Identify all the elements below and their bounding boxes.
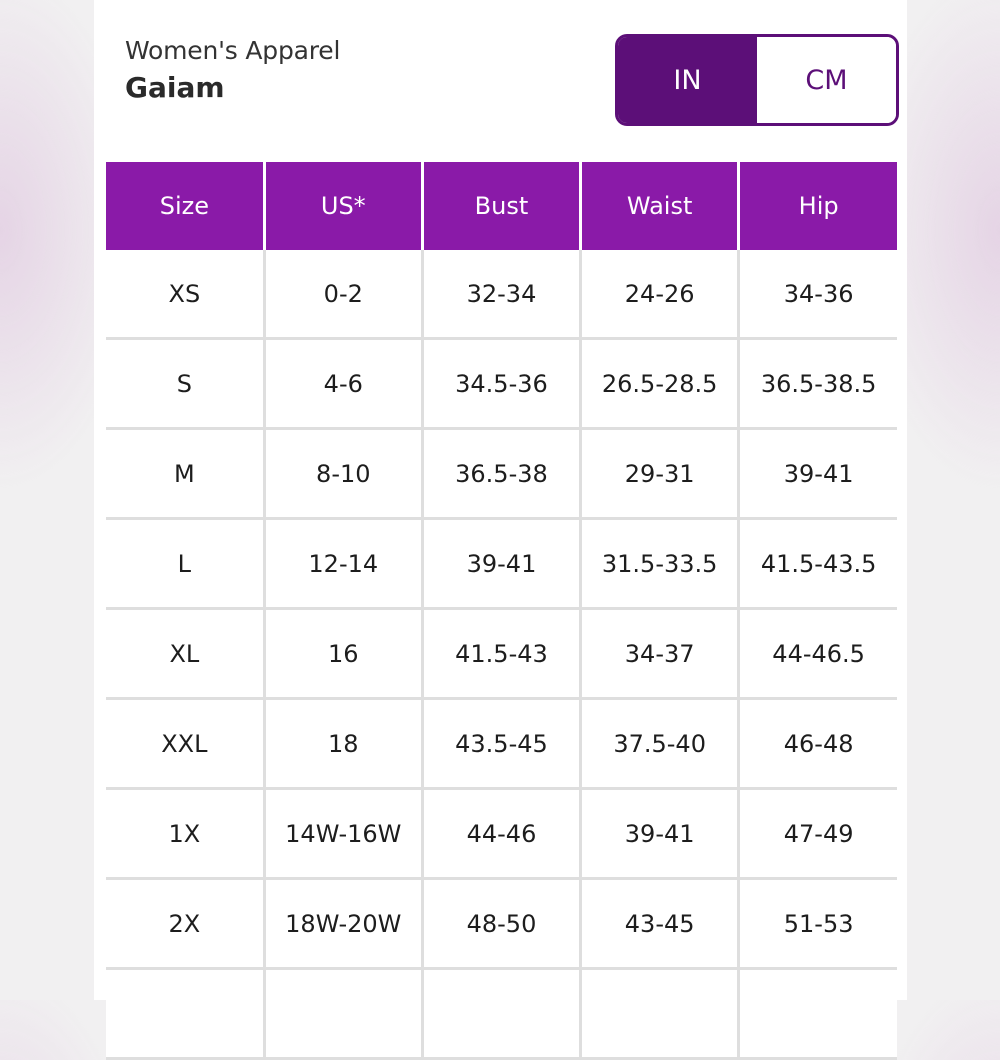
cell-hip: 44-46.5 — [739, 609, 897, 699]
table-row — [106, 339, 897, 429]
cell-hip: 36.5-38.5 — [739, 339, 897, 429]
size-chart-body — [106, 250, 897, 1059]
cell-waist: 29-31 — [581, 429, 739, 519]
cell-hip: 51-53 — [739, 879, 897, 969]
page-header — [125, 36, 340, 106]
cell-us: 0-2 — [264, 250, 422, 339]
cell-hip — [739, 969, 897, 1059]
unit-option-cm[interactable]: CM — [757, 37, 896, 123]
cell-us: 18 — [264, 699, 422, 789]
header-row — [106, 162, 897, 250]
cell-waist — [581, 969, 739, 1059]
table-row — [106, 609, 897, 699]
cell-waist: 37.5-40 — [581, 699, 739, 789]
cell-bust: 44-46 — [422, 789, 580, 879]
brand-name: Gaiam — [125, 71, 225, 104]
cell-hip: 41.5-43.5 — [739, 519, 897, 609]
cell-bust: 32-34 — [422, 250, 580, 339]
cell-hip: 34-36 — [739, 250, 897, 339]
column-header-size: Size — [106, 162, 264, 250]
cell-waist: 39-41 — [581, 789, 739, 879]
table-row — [106, 969, 897, 1059]
table-row — [106, 879, 897, 969]
table-row — [106, 429, 897, 519]
cell-bust: 36.5-38 — [422, 429, 580, 519]
size-chart-table — [106, 162, 897, 1060]
cell-size: XL — [106, 609, 264, 699]
column-header-waist: Waist — [581, 162, 739, 250]
table-row — [106, 699, 897, 789]
size-chart-header — [106, 162, 897, 250]
cell-bust: 39-41 — [422, 519, 580, 609]
cell-waist: 26.5-28.5 — [581, 339, 739, 429]
cell-size: L — [106, 519, 264, 609]
cell-size — [106, 969, 264, 1059]
cell-bust: 43.5-45 — [422, 699, 580, 789]
cell-waist: 24-26 — [581, 250, 739, 339]
cell-waist: 43-45 — [581, 879, 739, 969]
cell-us: 4-6 — [264, 339, 422, 429]
cell-size: 2X — [106, 879, 264, 969]
cell-us: 12-14 — [264, 519, 422, 609]
cell-us: 14W-16W — [264, 789, 422, 879]
cell-us: 16 — [264, 609, 422, 699]
cell-bust: 48-50 — [422, 879, 580, 969]
cell-size: 1X — [106, 789, 264, 879]
column-header-us: US* — [264, 162, 422, 250]
cell-waist: 31.5-33.5 — [581, 519, 739, 609]
cell-us: 18W-20W — [264, 879, 422, 969]
cell-size: S — [106, 339, 264, 429]
cell-hip: 46-48 — [739, 699, 897, 789]
table-row — [106, 789, 897, 879]
unit-option-in[interactable]: IN — [618, 37, 757, 123]
cell-hip: 39-41 — [739, 429, 897, 519]
cell-size: XS — [106, 250, 264, 339]
column-header-hip: Hip — [739, 162, 897, 250]
table-row — [106, 519, 897, 609]
cell-hip: 47-49 — [739, 789, 897, 879]
table-row — [106, 250, 897, 339]
unit-toggle — [615, 34, 899, 126]
cell-us — [264, 969, 422, 1059]
cell-waist: 34-37 — [581, 609, 739, 699]
cell-bust: 41.5-43 — [422, 609, 580, 699]
cell-size: M — [106, 429, 264, 519]
cell-bust — [422, 969, 580, 1059]
category-label: Women's Apparel — [125, 36, 341, 65]
cell-size: XXL — [106, 699, 264, 789]
cell-us: 8-10 — [264, 429, 422, 519]
cell-bust: 34.5-36 — [422, 339, 580, 429]
column-header-bust: Bust — [422, 162, 580, 250]
